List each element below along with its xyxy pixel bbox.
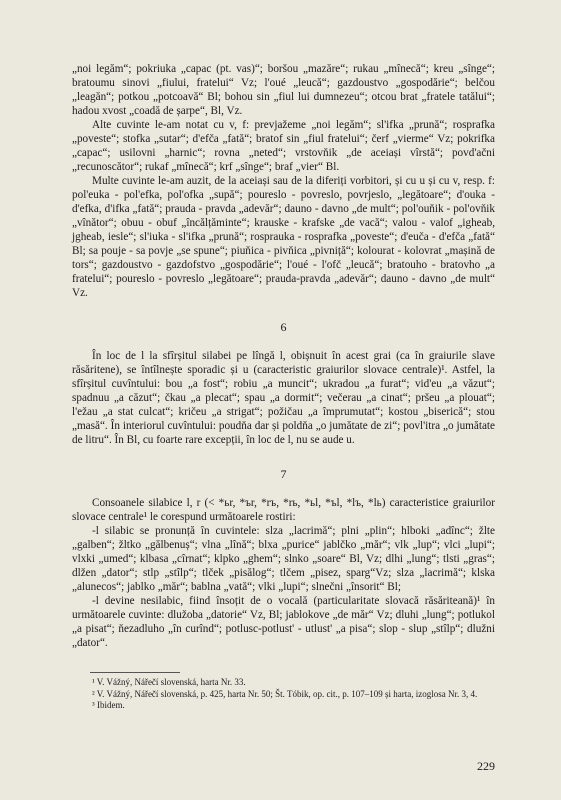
section-7-intro: Consoanele silabice l, r (< *ьr, *ъr, *rъ, *rь, *ьl, *ъl, *lъ, *lь) caracteristice graiurilor slovace centrale¹ le corespund următoarele rostiri: <box>72 497 495 523</box>
section-7-syllabic-l: -l silabic se pronunță în cuvintele: slza „lacrimă“; plni „plin“; hlboki „adînc“; žlte „galben“; žltko „gălbenuș“; vlna „lînă“; blxa „purice“ jablčko „măr“; vlk „lup“; vlci „lupi“; vlxki „umed“; klbasa „cîrnat“; klpko „ghem“; slnko „soare“ Bl, Vz; dlhi „lung“; tlsti „gras“; dlžen „dator“; stlp „stîlp“; tlček „pisălog“; tlčem „pisez, sparg“Vz; slza „lacrimă“; klska „alunecos“; jablko „măr“; bablna „vată“; vlki „lupi“; slnečni „însorit“ Bl; <box>72 525 495 593</box>
page-number: 229 <box>477 759 495 773</box>
section-7-nonsyllabic-l: -l devine nesilabic, fiind însoțit de o vocală (particularitate slovacă răsăriteană)¹ în următoarele cuvinte: dlužoba „datorie“ Vz, Bl; jablokove „de măr“ Vz; dluhi „lung“; potlukol „a pisat“; ňezadluho „în curînd“; potlusc-potlust' - utlust' „a pisa“; slop - slup „stîlp“; dlužni „dator“. <box>72 595 495 649</box>
footnote-1: ¹ V. Vážný, Nářečí slovenská, harta Nr. 33. <box>92 677 246 687</box>
section-number-6: 6 <box>280 320 287 334</box>
footnote-3: ³ Ibidem. <box>92 700 125 710</box>
paragraph-examples-mixed: Multe cuvinte le-am auzit, de la aceiași sau de la diferiți vorbitori, și cu u și cu v, resp. f: pol'euka - pol'efka, pol'ofka „supă“; poureslo - povreslo, povrjeslo, „legătoare“; d'ouka - d'efka, d'ifka „fată“; prauda - pravda „adevăr“; dauno - davno „de mult“; pol'ouňik - pol'ovňik „vînător“; obuu - obuf „încălțăminte“; krauske - krafske „de vacă“; valou - valof „igheab, jgheab, iesle“; sl'iuka - sl'ifka „prună“; rosprauka - rosprafka „poveste“; d'euča - d'efča „fată“ Bl; sa pouje - sa povje „se spune“; piuňica - pivňica „pivniță“; kolourat - kolovrat „mașină de tors“; gazdoustvo - gazdofstvo „gospodărie“; l'oué - l'ofč „leucă“; bratouho - bratovho „a fratelui“; poureslo - povreslo „legătoare“; prauda-pravda „adevăr“; dauno - davno „de mult“ Vz. <box>72 175 495 299</box>
section-number-7: 7 <box>280 467 287 481</box>
paragraph-examples-u: „noi legăm“; pokriuka „capac (pt. vas)“; boršou „mazăre“; rukau „mînecă“; kreu „sînge“; bratoumu sinovi „fiului, fratelui“ Vz; l'oué „leucă“; gazdoustvo „gospodărie“; belčou „leagăn“; potkou „potcoavă“ Bl; bohou sin „fiul lui dumnezeu“; otcou brat „fratele tatălui“; hadou xvost „coadă de șarpe“, Bl, Vz. <box>72 63 495 117</box>
footnote-divider <box>90 672 180 673</box>
footnotes <box>72 672 495 712</box>
section-6-text: În loc de l la sfîrșitul silabei pe lîngă l, obișnuit în acest grai (ca în graiurile slave răsăritene), se întîlnește sporadic și u (caracteristic graiurilor slovace centrale)¹. Astfel, la sfîrșitul cuvîntului: bou „a fost“; robiu „a muncit“; ukradou „a furat“; vid'eu „a văzut“; spadnuu „a căzut“; čkau „a plecat“; spau „a dormit“; večerau „a cinat“; pršeu „a plouat“; l'ežau „a stat culcat“; kričeu „a strigat“; požičau „a împrumutat“; kostou „biserică“; stou „masă“. În interiorul cuvîntului: poudňa dar și poldňa „o jumătate de zi“; povl'itra „o jumătate de litru“. În Bl, cu foarte rare excepții, în loc de l, nu se aude u. <box>72 350 495 446</box>
footnote-2: ² V. Vážný, Nářečí slovenská, p. 425, harta Nr. 50; Št. Tóbik, op. cit., p. 107–109 și harta, izoglosa Nr. 3, 4. <box>92 688 478 699</box>
section-5-continuation <box>72 62 495 300</box>
paragraph-examples-v-f: Alte cuvinte le-am notat cu v, f: prevjažeme „noi legăm“; sl'ifka „prună“; rosprafka „poveste“; stofka „sutar“; d'efča „fată“; bratof sin „fiul fratelui“; čerf „vierme“ Vz; pokrifka „capac“; usilovni „harnic“; rovna „neted“; vrstovňik „de aceiași vîrstă“; povd'ačni „recunoscător“; rukaf „mînecă“; krf „sînge“; braf „vier“ Bl. <box>72 119 495 173</box>
